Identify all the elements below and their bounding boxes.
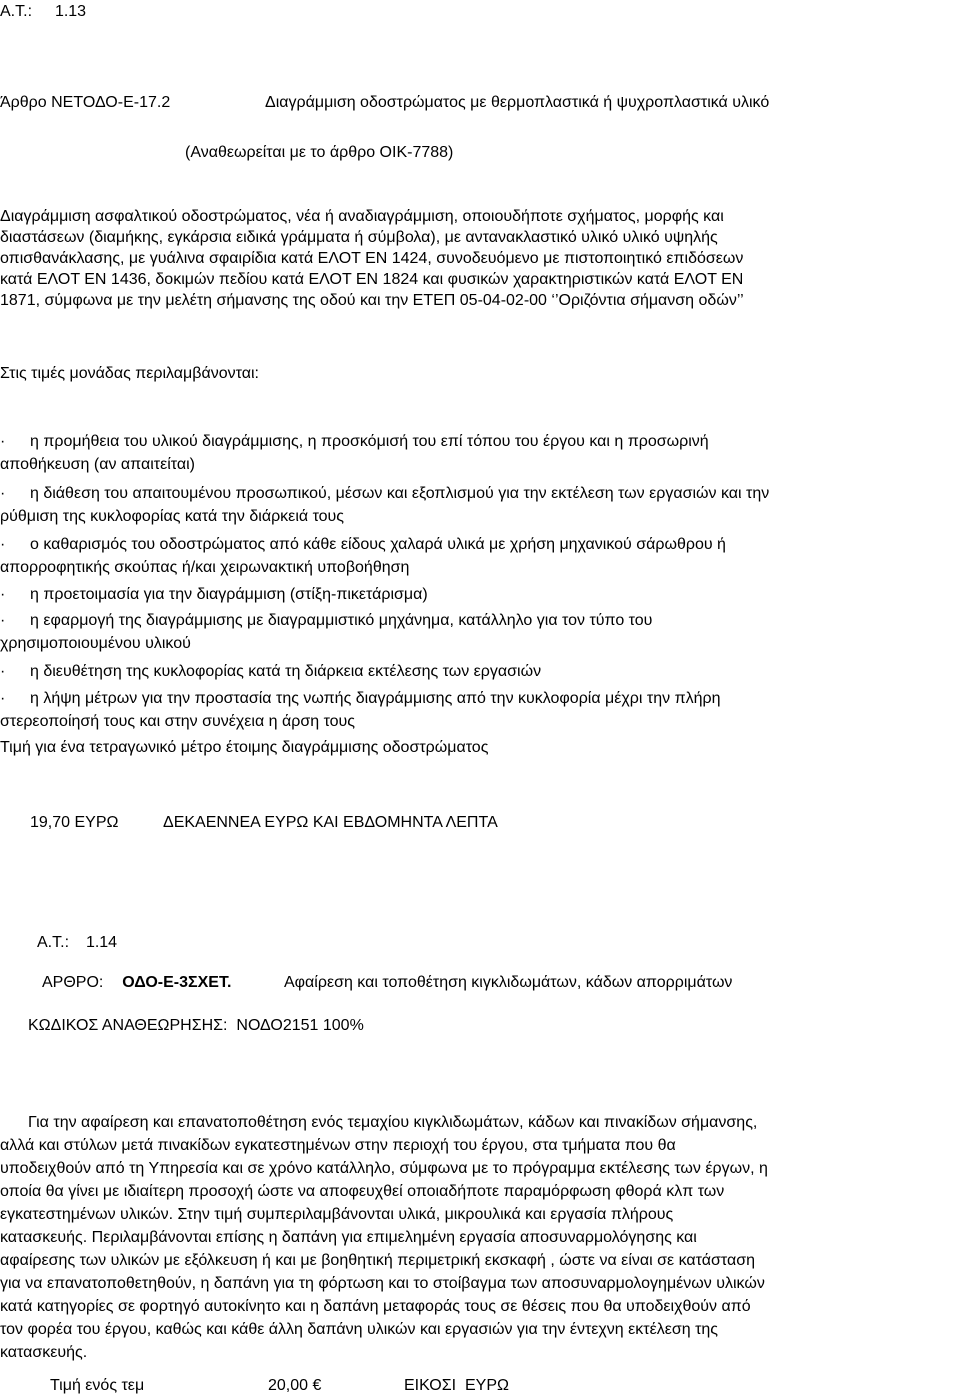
included-item-text-cont: ρύθμιση της κυκλοφορίας κατά την διάρκειά τους [0,508,345,525]
item-code-value: 1.14 [85,934,118,951]
item-code-label: Α.Τ.: [0,3,33,20]
description-line: τον φορέα του έργου, καθώς και κάθε άλλη δαπάνη υλικών και εργασιών για την έντεχνη εκτέλεση της [0,1321,719,1338]
description-line: κατά ΕΛΟΤ ΕΝ 1436, δοκιμών πεδίου κατά ΕΛΟΤ ΕΝ 1824 και φυσικών χαρακτηριστικών κατά ΕΛΟΤ ΕΝ [0,271,744,288]
price-words: ΔΕΚΑΕΝΝΕΑ ΕΥΡΩ ΚΑΙ ΕΒΔΟΜΗΝΤΑ ΛΕΠΤΑ [163,814,498,831]
description-line: Για την αφαίρεση και επανατοποθέτηση ενός τεμαχίου κιγκλιδωμάτων, κάδων και πινακίδων σήμανσης, [28,1114,758,1131]
article-label: Άρθρο ΝΕΤΟΔΟ-Ε-17.2 [0,94,171,111]
price-numeric: 20,00 € [268,1377,322,1394]
description-line: Διαγράμμιση ασφαλτικού οδοστρώματος, νέα ή αναδιαγράμμιση, οποιουδήποτε σχήματος, μορφής και [0,208,724,225]
article-label: ΑΡΘΡΟ: [42,974,104,991]
included-item-text: η λήψη μέτρων για την προστασία της νωπής διαγράμμισης από την κυκλοφορία μέχρι την πλήρη [30,690,721,707]
unit-label: Τιμή ενός τεμ [50,1377,145,1394]
description-line: κατά κατηγορίες σε φορτηγό αυτοκίνητο και η δαπάνη μεταφοράς τους σε θέσεις που θα υποδειχθούν από [0,1298,751,1315]
included-item-text-cont: αποθήκευση (αν απαιτείται) [0,456,195,473]
price-words: ΕΙΚΟΣΙ ΕΥΡΩ [404,1377,509,1394]
bullet-icon: · [0,433,6,450]
article-description [0,1111,958,1364]
bullet-icon: · [0,586,6,603]
description-line: κατασκευής. Περιλαμβάνονται επίσης η δαπάνη για επιμελημένη εργασία αποσυναρμολόγησης και [0,1229,697,1246]
description-line: κατασκευής. [0,1344,88,1361]
included-item-text: η προετοιμασία για την διαγράμμιση (στίξη-πικετάρισμα) [30,586,428,603]
included-item-text-cont: χρησιμοποιουμένου υλικού [0,635,191,652]
description-line: εγκατεστημένων υλικών. Στην τιμή συμπεριλαμβάνονται υλικά, μικρουλικά και εργασία πλήρους [0,1206,674,1223]
article-title: Διαγράμμιση οδοστρώματος με θερμοπλαστικά ή ψυχροπλαστικά υλικό [265,94,770,111]
included-item-text: η διευθέτηση της κυκλοφορίας κατά τη διάρκεια εκτέλεσης των εργασιών [30,663,542,680]
bullet-icon: · [0,690,6,707]
description-line: υποδειχθούν από τη Υπηρεσία και σε χρόνο κατάλληλο, σύμφωνα με το πρόγραμμα εκτέλεσης των έργων, η [0,1160,768,1177]
article-equivalence: (Αναθεωρείται με το άρθρο ΟΙΚ-7788) [185,144,454,161]
description-line: αφαίρεσης των υλικών με εξόλκευση ή και με βοηθητική περιμετρική εκσκαφή , ώστε να είναι σε κατάσταση [0,1252,755,1269]
included-item-text: η εφαρμογή της διαγράμμισης με διαγραμμιστικό μηχάνημα, κατάλληλο για τον τύπο του [30,612,653,629]
bullet-icon: · [0,612,6,629]
item-code-value: 1.13 [54,3,87,20]
included-item-text: η προμήθεια του υλικού διαγράμμισης, η προσκόμισή του επί τόπου του έργου και η προσωρινή [30,433,709,450]
description-line: διαστάσεων (διαμήκης, εγκάρσια ειδικά γράμματα ή σύμβολα), με αντανακλαστικό υλικό υλικό υψηλής [0,229,718,246]
article-header [42,974,231,992]
included-heading: Στις τιμές μονάδας περιλαμβάνονται: [0,365,259,382]
description-line: 1871, σύμφωνα με την μελέτη σήμανσης της οδού και την ΕΤΕΠ 05-04-02-00 ‘’Οριζόντια σήμανση οδών’’ [0,292,744,309]
revision-code: ΚΩΔΙΚΟΣ ΑΝΑΘΕΩΡΗΣΗΣ: ΝΟΔΟ2151 100% [28,1017,364,1034]
description-line: για να επανατοποθετηθούν, η δαπάνη για τη φόρτωση και το στοίβαγμα των αποσυναρμολογημένων υλικών [0,1275,765,1292]
bullet-icon: · [0,663,6,680]
included-item-text-cont: απορροφητικής σκούπας ή/και χειρωνακτική υποβοήθηση [0,559,410,576]
item-code-label: Α.Τ.: [37,934,70,951]
description-line: οπισθανάκλασης, με γυάλινα σφαιρίδια κατά ΕΛΟΤ ΕΝ 1424, συνοδευόμενο με πιστοποιητικό επιδόσεων [0,250,744,267]
article-title: Αφαίρεση και τοποθέτηση κιγκλιδωμάτων, κάδων απορριμάτων [284,974,733,991]
bullet-icon: · [0,485,6,502]
item-code-header [37,934,117,952]
description-line: οποία θα γίνει με ιδιαίτερη προσοχή ώστε να αποφευχθεί οποιαδήποτε παραμόρφωση φθορά κλπ των [0,1183,725,1200]
included-item-text: η διάθεση του απαιτουμένου προσωπικού, μέσων και εξοπλισμού για την εκτέλεση των εργασιών και την [30,485,770,502]
description-line: αλλά και στύλων μετά πινακίδων εγκατεστημένων στην περιοχή του έργου, στα τμήματα που θα [0,1137,676,1154]
bullet-icon: · [0,536,6,553]
unit-price-text: Τιμή για ένα τετραγωνικό μέτρο έτοιμης διαγράμμισης οδοστρώματος [0,739,489,756]
item-code-header [0,3,86,21]
price-numeric: 19,70 ΕΥΡΩ [30,814,119,831]
article-code: ΟΔΟ-Ε-3ΣΧΕΤ. [122,974,232,991]
article-description [0,206,958,311]
included-item-text: ο καθαρισμός του οδοστρώματος από κάθε είδους χαλαρά υλικά με χρήση μηχανικού σάρωθρου ή [30,536,726,553]
included-item-text-cont: στερεοποίησή τους και στην συνέχεια η άρση τους [0,713,356,730]
